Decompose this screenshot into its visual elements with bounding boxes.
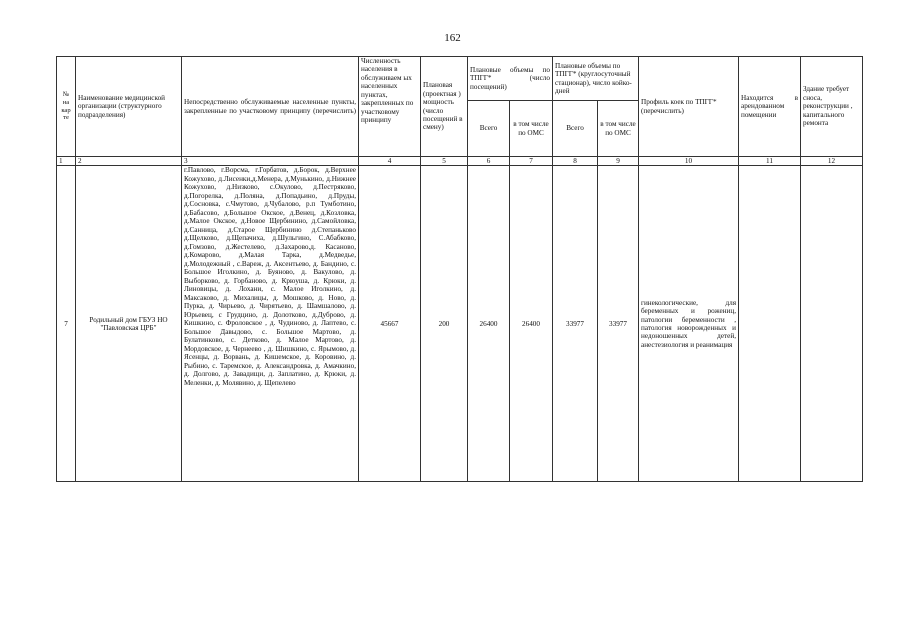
header-population: Численность населения в обслуживаем ых населенных пунктах, закрепленных по участковому принципу <box>359 57 421 157</box>
column-number: 7 <box>510 157 553 166</box>
column-number: 3 <box>182 157 359 166</box>
row-needs-repair <box>801 166 863 482</box>
header-organization: Наименование медицинской организации (структурного подразделения) <box>76 57 182 157</box>
row-bed-profile: гинекологические, для беременных и рожениц, патологии беременности , патология новорожденных и недоношенных детей, анестезиология и реанимация <box>639 166 739 482</box>
column-numbers-row <box>57 157 863 166</box>
header-rented: Находится в арендованном помещении <box>739 57 801 157</box>
column-number: 1 <box>57 157 76 166</box>
page-number: 162 <box>444 32 461 44</box>
column-number: 10 <box>639 157 739 166</box>
row-rented <box>739 166 801 482</box>
header-beddays-oms: в том числе по ОМС <box>598 101 639 157</box>
header-planned-visits: Плановые объемы по ТПГГ* (число посещений) <box>468 57 553 101</box>
column-number: 8 <box>553 157 598 166</box>
row-beddays-oms: 33977 <box>598 166 639 482</box>
row-visits-total: 26400 <box>468 166 510 482</box>
header-visits-total: Всего <box>468 101 510 157</box>
row-population: 45667 <box>359 166 421 482</box>
row-settlements: г.Павлово, г.Ворсма, г.Горбатов, д.Борок, д.Верхнее Кожухово, д.Лисенки,д.Менера, д.Мунькино, д.Нижнее Кожухово, д.Низково, с.Окулово, д.Пестряково, д.Погорелка, д.Поляна, д.Попадьино, д.Пруды, д.Сосновка, с.Чмутово, д.Чубалово, р.п Тумботино, д.Бабасово, д.Большое Окское, д.Венец, д.Козловка, д.Малое Окское, д.Новое Щербинино, д.Самойловка, д.Санница, д.Старое Щербинино д.Степаньково д.Щелково, д.Щепачиха, д.Шульгино, С.Абабково, д.Гомзово, д.Жестелево, д.Захарово,д. Касаново, д.Комарово, д.Малая Тарка, д.Медведье, д.Молодежный , с.Вареж, д. Аксентьево, д. Бандино, с. Большое Иголкино, д. Буяново, д. Вакулово, д. Выборково, д. Горбаново, д. Крюуша, д. Крюки, д. Линовицы, д. Лохани, с. Малое Иголкино, д. Максаково, д. Михалицы, д. Мошково, д. Ново, д. Пурка, д. Чирьево, д. Чирятьево, д. Шамшалово, д. Юрьевец, с Грудцино, д. Долотково, д.Дуброво, д. Кишкино, с. Фроловское , д. Чудиново, д. Лаптево, с. Большое Давыдово, с. Большое Мартово, д. Булатинково, с. Детково, д. Малое Мартово, д. Мордовское, д. Чернеево , д. Шишкино, с. Ярымово, д. Ясенцы, д. Ворвань, д. Кишемское, д. Коровино, д. Рыбино, с. Таремское, д. Александровка, д. Амачкино, д. Долгово, д. Завадищи, д. Заплатино, д. Крюки, д. Меленки, д. Молявино, д. Щепелево <box>182 166 359 482</box>
facilities-table <box>56 56 863 482</box>
header-number: № на кар те <box>57 57 76 157</box>
header-planned-beddays: Плановые объемы по ТПГГ* (круглосуточный стационар), число койко-дней <box>553 57 639 101</box>
column-number: 12 <box>801 157 863 166</box>
header-visits-oms: в том числе по ОМС <box>510 101 553 157</box>
header-beddays-total: Всего <box>553 101 598 157</box>
header-needs-repair: Здание требует сноса, реконструкции , капитального ремонта <box>801 57 863 157</box>
column-number: 5 <box>421 157 468 166</box>
column-number: 4 <box>359 157 421 166</box>
header-bed-profile: Профиль коек по ТПГГ* (перечислить) <box>639 57 739 157</box>
row-number: 7 <box>57 166 76 482</box>
row-organization: Родильный дом ГБУЗ НО "Павловская ЦРБ" <box>76 166 182 482</box>
column-number: 6 <box>468 157 510 166</box>
row-beddays-total: 33977 <box>553 166 598 482</box>
row-visits-oms: 26400 <box>510 166 553 482</box>
header-settlements: Непосредственно обслуживаемые населенные пункты, закрепленные по участковому принципу (перечислить) <box>182 57 359 157</box>
table-row <box>57 166 863 482</box>
column-number: 9 <box>598 157 639 166</box>
column-number: 11 <box>739 157 801 166</box>
row-capacity: 200 <box>421 166 468 482</box>
column-number: 2 <box>76 157 182 166</box>
header-capacity: Плановая (проектная ) мощность (число посещений в смену) <box>421 57 468 157</box>
